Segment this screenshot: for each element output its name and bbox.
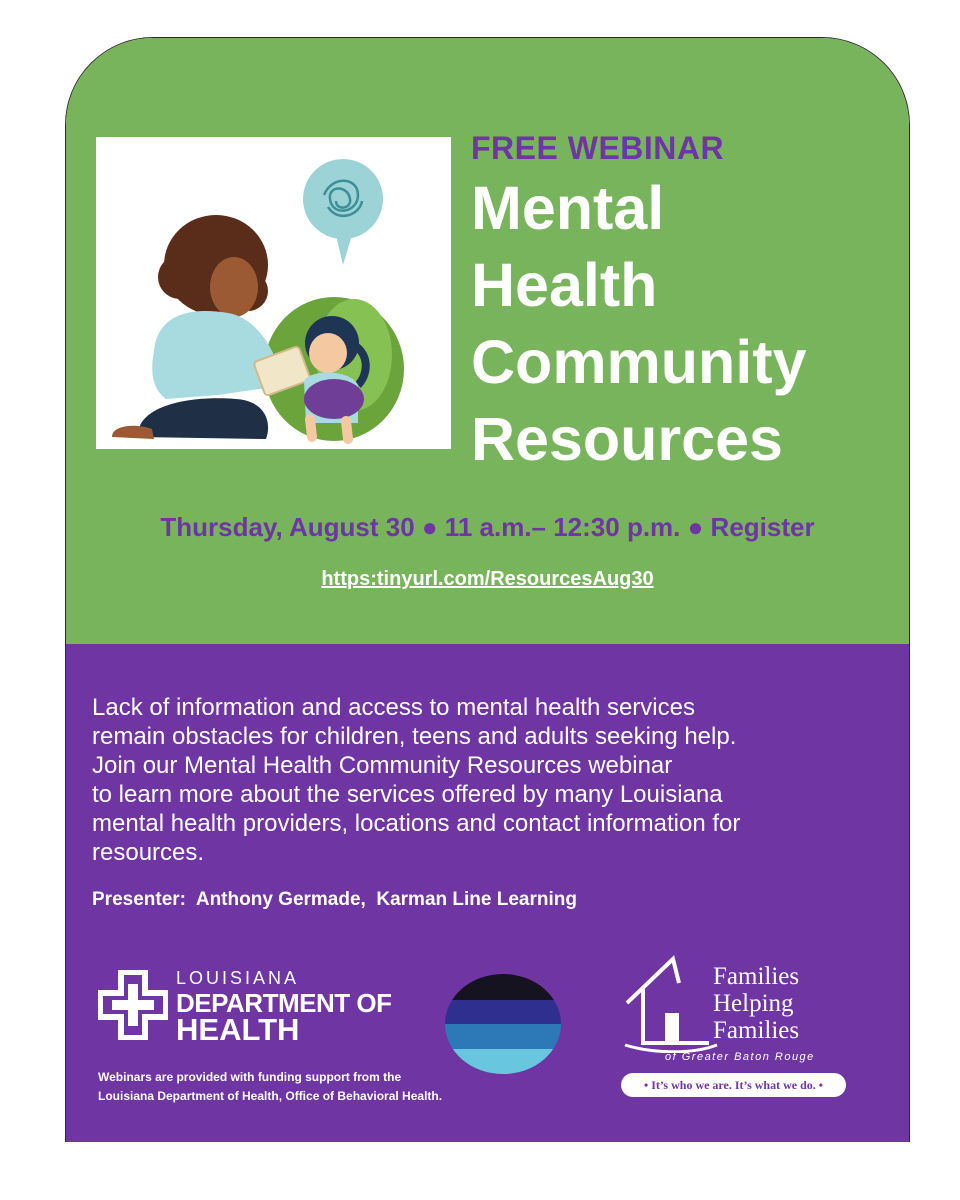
ldh-logo-line: LOUISIANA: [176, 968, 300, 988]
health-cross-icon: [98, 970, 168, 1040]
ldh-logo-line: DEPARTMENT OF: [176, 988, 392, 1018]
funding-line: Webinars are provided with funding support from the: [98, 1070, 402, 1084]
families-helping-families-logo: [621, 953, 861, 1103]
fhf-logo-word: Helping: [713, 990, 794, 1017]
counselor-child-illustration-icon: [96, 137, 451, 449]
webinar-title: [471, 170, 901, 478]
description: [92, 693, 882, 867]
description-line: Lack of information and access to mental health services: [92, 694, 695, 721]
flyer: [65, 37, 910, 1142]
registration-link[interactable]: https:tinyurl.com/ResourcesAug30: [321, 568, 654, 590]
fhf-logo-word: Families: [713, 1017, 800, 1044]
funding-note: [98, 1068, 478, 1106]
description-line: to learn more about the services offered by many Louisiana: [92, 781, 723, 808]
fhf-logo-subtitle: of Greater Baton Rouge: [665, 1051, 815, 1063]
louisiana-department-of-health-logo: [98, 968, 398, 1048]
title-line: Community: [471, 328, 807, 396]
fhf-logo-word: Families: [713, 963, 800, 990]
house-icon: [621, 953, 721, 1053]
title-line: Mental: [471, 174, 665, 242]
description-line: resources.: [92, 839, 205, 866]
striped-circle-icon: [444, 973, 562, 1075]
description-line: remain obstacles for children, teens and adults seeking help.: [92, 723, 737, 750]
free-webinar-label: FREE WEBINAR: [471, 130, 725, 166]
presenter-credit: Presenter: Anthony Germade, Karman Line Learning: [92, 889, 577, 910]
ldh-logo-line: HEALTH: [176, 1012, 300, 1047]
description-line: Join our Mental Health Community Resources webinar: [92, 752, 673, 779]
funding-line: Louisiana Department of Health, Office of Behavioral Health.: [98, 1089, 443, 1103]
header-panel: [66, 38, 909, 644]
description-line: mental health providers, locations and contact information for: [92, 810, 741, 837]
title-line: Resources: [471, 405, 783, 473]
counseling-illustration: [96, 137, 451, 449]
title-line: Health: [471, 251, 658, 319]
event-details: Thursday, August 30 ● 11 a.m.– 12:30 p.m. ● Register: [160, 512, 815, 542]
fhf-tagline: • It’s who we are. It’s what we do. •: [621, 1073, 846, 1097]
fhf-logo-words: [713, 963, 799, 1044]
